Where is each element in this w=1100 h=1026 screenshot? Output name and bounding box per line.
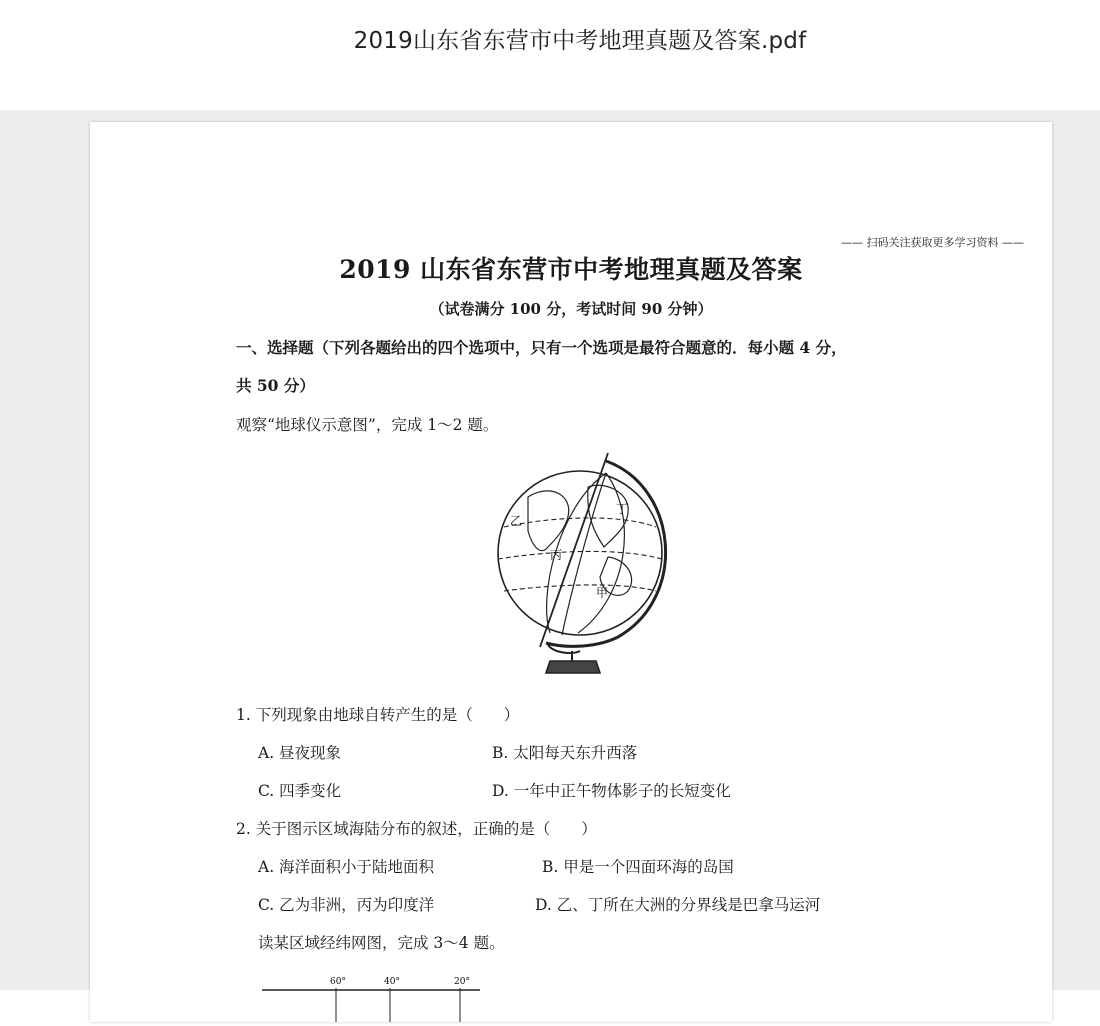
figure-label-yi: 乙: [510, 514, 523, 528]
question-1-option-c: C. 四季变化: [258, 782, 342, 800]
question-2-option-d: D. 乙、丁所在大洲的分界线是巴拿马运河: [535, 896, 821, 914]
tick-60: 60°: [330, 977, 346, 987]
question-1-option-b: B. 太阳每天东升西落: [492, 744, 638, 762]
grid-map-drawing: [260, 972, 490, 1022]
question-1-option-d: D. 一年中正午物体影子的长短变化: [492, 782, 731, 800]
intro-grid-map: 读某区域经纬网图，完成 3～4 题。: [258, 934, 505, 952]
scan-note: —— 扫码关注获取更多学习资料 ——: [841, 236, 1024, 249]
grid-map-figure: [260, 972, 490, 1022]
figure-label-jia: 甲: [596, 586, 609, 600]
pdf-page: [90, 122, 1052, 1022]
figure-label-bing: 丙: [550, 548, 563, 562]
globe-figure: [488, 447, 676, 677]
question-1-option-a: A. 昼夜现象: [258, 744, 342, 762]
tick-40: 40°: [384, 977, 400, 987]
viewer-header: [0, 0, 1100, 110]
exam-subtitle: （试卷满分 100 分，考试时间 90 分钟）: [429, 300, 713, 318]
globe-drawing: [488, 447, 676, 677]
question-1-stem: 1. 下列现象由地球自转产生的是（ ）: [236, 706, 520, 724]
question-2-stem: 2. 关于图示区域海陆分布的叙述，正确的是（ ）: [236, 820, 597, 838]
document-viewer[interactable]: [0, 110, 1100, 990]
intro-globe: 观察“地球仪示意图”，完成 1～2 题。: [236, 416, 499, 434]
section-heading-line2: 共 50 分）: [236, 376, 315, 395]
question-2-option-a: A. 海洋面积小于陆地面积: [258, 858, 435, 876]
section-heading-line1: 一、选择题（下列各题给出的四个选项中，只有一个选项是最符合题意的．每小题 4 分，: [236, 338, 847, 357]
question-2-option-c: C. 乙为非洲，丙为印度洋: [258, 896, 435, 914]
file-title: 2019山东省东营市中考地理真题及答案.pdf: [353, 28, 807, 54]
figure-label-ding: 丁: [616, 502, 629, 516]
document-title: 2019 山东省东营市中考地理真题及答案: [339, 255, 803, 284]
question-2-option-b: B. 甲是一个四面环海的岛国: [542, 858, 734, 876]
tick-20: 20°: [454, 977, 470, 987]
